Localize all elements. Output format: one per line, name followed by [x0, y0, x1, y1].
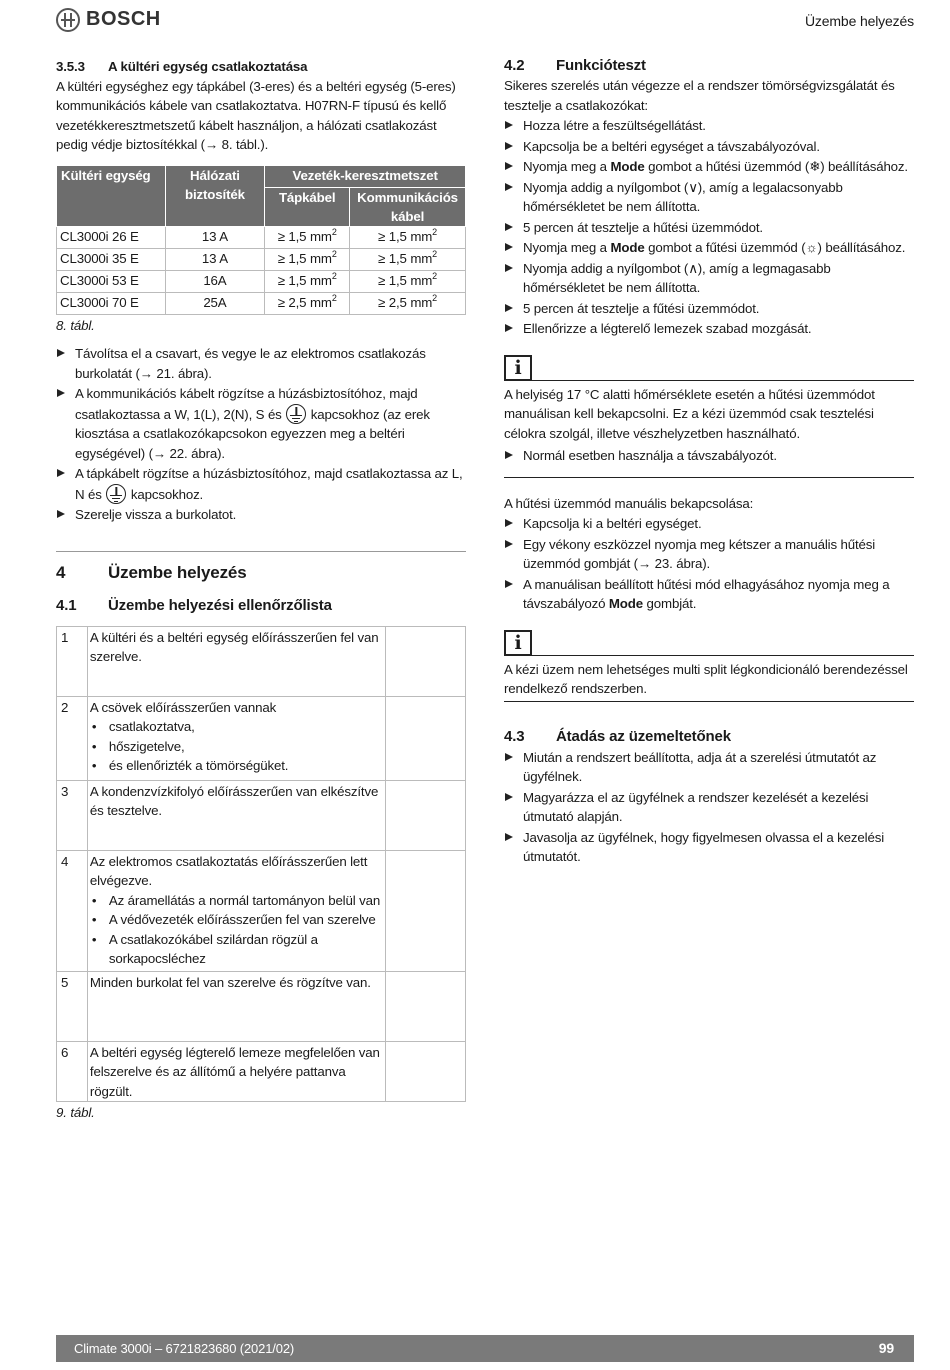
check-cell — [386, 971, 466, 1041]
row-text: A kondenzvízkifolyó előírásszerűen van elkészítve és tesztelve. — [87, 780, 385, 850]
paragraph-intro: Sikeres szerelés után végezze el a rendszer tömörségvizsgálatát és tesztelje a csatlakozókat: — [504, 78, 895, 113]
right-column — [504, 56, 914, 867]
heading-number: 4.3 — [504, 727, 525, 745]
check-cell — [386, 696, 466, 780]
table-8-caption: 8. tábl. — [56, 317, 95, 333]
heading-number: 4 — [56, 562, 66, 582]
cell-comm — [350, 248, 466, 270]
superscript: 2 — [432, 227, 438, 237]
superscript: 2 — [331, 227, 337, 237]
value-text: ≥ 1,5 mm — [378, 251, 433, 266]
list-item: Egy vékony eszközzel nyomja meg kétszer a manuális hűtési üzemmód gombját (→ 23. ábra). — [504, 535, 914, 574]
list-item: • A csatlakozókábel szilárdan rögzül a sorkapocsléchez — [90, 930, 383, 969]
value-text: ≥ 1,5 mm — [378, 273, 433, 288]
manual-list — [504, 514, 914, 614]
superscript: 2 — [331, 293, 337, 303]
table-row — [57, 292, 466, 314]
info-rule — [532, 380, 914, 381]
heading-4-3 — [504, 727, 914, 747]
row-number: 3 — [57, 780, 88, 850]
th-fuse: Hálózati biztosíték — [165, 165, 265, 226]
list-item: Szerelje vissza a burkolatot. — [56, 505, 466, 525]
heading-number: 3.5.3 — [56, 59, 85, 74]
info-note-text: A kézi üzem nem lehetséges multi split légkondicionáló berendezéssel rendelkező rendszerben. — [504, 661, 908, 696]
cell-unit: CL3000i 26 E — [57, 226, 166, 248]
cell-comm — [350, 270, 466, 292]
table-9-checklist — [56, 626, 466, 1103]
heading-3-5-3 — [56, 57, 466, 77]
step-text: kapcsokhoz (az erek kiosztása a csatlakozókapcsokon egyezzen meg a beltéri egységével) (→ 22. ábra). — [75, 406, 430, 461]
heading-title: Üzembe helyezési ellenőrzőlista — [108, 596, 332, 614]
value-text: ≥ 1,5 mm — [378, 229, 433, 244]
row-text: Minden burkolat fel van szerelve és rögzítve van. — [87, 971, 385, 1041]
mode-keyword: Mode — [610, 240, 645, 255]
list-item: • Az áramellátás a normál tartományon belül van — [90, 891, 383, 911]
value-text: ≥ 1,5 mm — [277, 251, 332, 266]
header-section-title: Üzembe helyezés — [804, 13, 914, 29]
table-row — [57, 270, 466, 292]
table-row — [57, 626, 466, 696]
step-text: Nyomja meg a — [523, 159, 611, 174]
list-item — [504, 157, 914, 177]
table-8 — [56, 165, 466, 315]
list-item: • csatlakoztatva, — [90, 717, 383, 737]
list-item: 5 percen át tesztelje a hűtési üzemmódot. — [504, 218, 914, 238]
row-text: A beltéri egység légterelő lemeze megfelelően van felszerelve és az állítómű a helyére pattanva rögzült. — [87, 1041, 385, 1102]
check-cell — [386, 626, 466, 696]
step-text: A manuálisan beállított hűtési mód elhagyásához nyomja meg a távszabályozó — [523, 576, 890, 611]
table-row — [57, 780, 466, 850]
th-outdoor-unit: Kültéri egység — [57, 165, 166, 226]
row-number: 5 — [57, 971, 88, 1041]
mode-keyword: Mode — [610, 159, 645, 174]
list-item — [56, 384, 466, 463]
row-intro: Az elektromos csatlakoztatás előírásszerűen lett elvégezve. — [89, 853, 368, 888]
heading-4-1 — [56, 596, 466, 616]
cell-fuse: 13 A — [165, 248, 265, 270]
heading-title: Funkcióteszt — [556, 57, 646, 74]
row-text — [87, 850, 385, 971]
ground-symbol-icon — [286, 404, 306, 424]
logo-text: BOSCH — [86, 8, 161, 31]
cell-power — [265, 292, 350, 314]
info-note-end-rule — [504, 701, 914, 702]
table-row — [57, 248, 466, 270]
heading-number: 4.2 — [504, 57, 525, 74]
superscript: 2 — [432, 249, 438, 259]
list-item: Nyomja addig a nyílgombot (∨), amíg a legalacsonyabb hőmérsékletet be nem állította. — [504, 178, 914, 217]
table-row — [57, 971, 466, 1041]
list-item: Normál esetben használja a távszabályozót. — [504, 446, 914, 466]
manual-intro: A hűtési üzemmód manuális bekapcsolása: — [504, 495, 754, 511]
list-item — [504, 238, 914, 258]
sub-list — [90, 891, 383, 969]
list-item — [504, 575, 914, 614]
info-note-header — [504, 355, 914, 381]
list-item: Nyomja addig a nyílgombot (∧), amíg a legmagasabb hőmérsékletet be nem állította. — [504, 259, 914, 298]
superscript: 2 — [331, 249, 337, 259]
function-test-list — [504, 116, 914, 339]
row-number: 2 — [57, 696, 88, 780]
step-text: Nyomja meg a — [523, 240, 611, 255]
cell-unit: CL3000i 53 E — [57, 270, 166, 292]
list-item: Kapcsolja be a beltéri egységet a távszabályozóval. — [504, 137, 914, 157]
table-9-caption: 9. tábl. — [56, 1105, 95, 1120]
list-item: Magyarázza el az ügyfélnek a rendszer kezelését a kezelési útmutató alapján. — [504, 788, 914, 827]
heading-number: 4.1 — [56, 596, 77, 614]
step-text: gombját. — [642, 596, 697, 611]
cell-unit: CL3000i 35 E — [57, 248, 166, 270]
th-cross-section: Vezeték-keresztmetszet — [265, 165, 466, 187]
row-number: 4 — [57, 850, 88, 971]
info-note-end-rule — [504, 477, 914, 478]
list-item — [56, 464, 466, 504]
list-item: Miután a rendszert beállította, adja át a szerelési útmutatót az ügyfélnek. — [504, 748, 914, 787]
table-row — [57, 226, 466, 248]
step-text: A kommunikációs kábelt rögzítse a húzásbiztosítóhoz, majd csatlakoztassa a W, 1(L), 2(N), S és — [75, 386, 418, 422]
cell-fuse: 13 A — [165, 226, 265, 248]
check-cell — [386, 780, 466, 850]
row-number: 6 — [57, 1041, 88, 1102]
heading-title: Üzembe helyezés — [108, 562, 247, 582]
value-text: ≥ 1,5 mm — [277, 273, 332, 288]
info-note-list — [504, 446, 914, 466]
cell-power — [265, 248, 350, 270]
cell-fuse: 16A — [165, 270, 265, 292]
section-divider — [56, 551, 466, 552]
steps-list — [56, 344, 466, 525]
list-item: Távolítsa el a csavart, és vegye le az elektromos csatlakozás burkolatát (→ 21. ábra). — [56, 344, 466, 383]
info-rule — [532, 655, 914, 656]
value-text: ≥ 2,5 mm — [378, 295, 433, 310]
list-item: • A védővezeték előírásszerűen fel van szerelve — [90, 910, 383, 930]
list-item: 5 percen át tesztelje a fűtési üzemmódot. — [504, 299, 914, 319]
step-text: gombot a hűtési üzemmód (❄) beállításához. — [644, 159, 908, 174]
mode-keyword: Mode — [608, 596, 643, 611]
paragraph-connection: A kültéri egységhez egy tápkábel (3-eres) és a beltéri egység (5-eres) kommunikációs kábele van csatlakoztatva. H07RN-F típusú és kellő vezetékkeresztmetszetű kábelt használjon, a hálózati csatlakozást pedig védje biztosítékkal (→ 8. tábl.). — [56, 78, 456, 152]
sub-list — [90, 717, 383, 776]
check-cell — [386, 850, 466, 971]
cell-power — [265, 270, 350, 292]
cell-fuse: 25A — [165, 292, 265, 314]
table-row — [57, 850, 466, 971]
page-footer — [56, 1335, 914, 1362]
ground-symbol-icon — [106, 484, 126, 504]
info-note-header — [504, 630, 914, 656]
cell-comm — [350, 292, 466, 314]
value-text: ≥ 2,5 mm — [277, 295, 332, 310]
list-item: Kapcsolja ki a beltéri egységet. — [504, 514, 914, 534]
heading-4-2 — [504, 56, 914, 76]
list-item: • és ellenőrizték a tömörségüket. — [90, 756, 383, 776]
info-icon: i — [504, 355, 532, 381]
list-item: Hozza létre a feszültségellátást. — [504, 116, 914, 136]
heading-title: A kültéri egység csatlakoztatása — [108, 59, 308, 74]
row-number: 1 — [57, 626, 88, 696]
step-text: A tápkábelt rögzítse a húzásbiztosítóhoz, majd csatlakoztassa az L, N és — [75, 466, 463, 502]
row-text: A kültéri és a beltéri egység előírásszerűen fel van szerelve. — [87, 626, 385, 696]
info-icon: i — [504, 630, 532, 656]
table-row — [57, 696, 466, 780]
page-number: 99 — [878, 1340, 894, 1356]
step-text: gombot a fűtési üzemmód (☼) beállításához. — [644, 240, 906, 255]
list-item: Javasolja az ügyfélnek, hogy figyelmesen olvassa el a kezelési útmutatót. — [504, 828, 914, 867]
list-item: Ellenőrizze a légterelő lemezek szabad mozgását. — [504, 319, 914, 339]
list-item: • hőszigetelve, — [90, 737, 383, 757]
bosch-logo — [56, 8, 161, 32]
left-column — [56, 56, 466, 1123]
superscript: 2 — [432, 271, 438, 281]
heading-4 — [56, 562, 466, 584]
th-power-cable: Tápkábel — [265, 187, 350, 226]
heading-title: Átadás az üzemeltetőnek — [556, 727, 731, 745]
table-row — [57, 1041, 466, 1102]
value-text: ≥ 1,5 mm — [277, 229, 332, 244]
page-header — [56, 6, 914, 36]
footer-document-id: Climate 3000i – 6721823680 (2021/02) — [74, 1341, 295, 1356]
cell-power — [265, 226, 350, 248]
info-note-text: A helyiség 17 °C alatti hőmérséklete esetén a hűtési üzemmódot manuálisan kell bekapcsolni. Ez a kézi üzemmód csak tesztelési célokra szolgál, illetve vészhelyzetben használható. — [504, 386, 875, 441]
th-comm-cable: Kommunikációs kábel — [350, 187, 466, 226]
row-intro: A csövek előírásszerűen vannak — [89, 699, 277, 715]
bosch-armature-icon — [56, 8, 80, 32]
cell-comm — [350, 226, 466, 248]
row-text — [87, 696, 385, 780]
cell-unit: CL3000i 70 E — [57, 292, 166, 314]
check-cell — [386, 1041, 466, 1102]
handover-list — [504, 748, 914, 867]
superscript: 2 — [331, 271, 337, 281]
superscript: 2 — [432, 293, 438, 303]
step-text: kapcsokhoz. — [130, 486, 204, 502]
